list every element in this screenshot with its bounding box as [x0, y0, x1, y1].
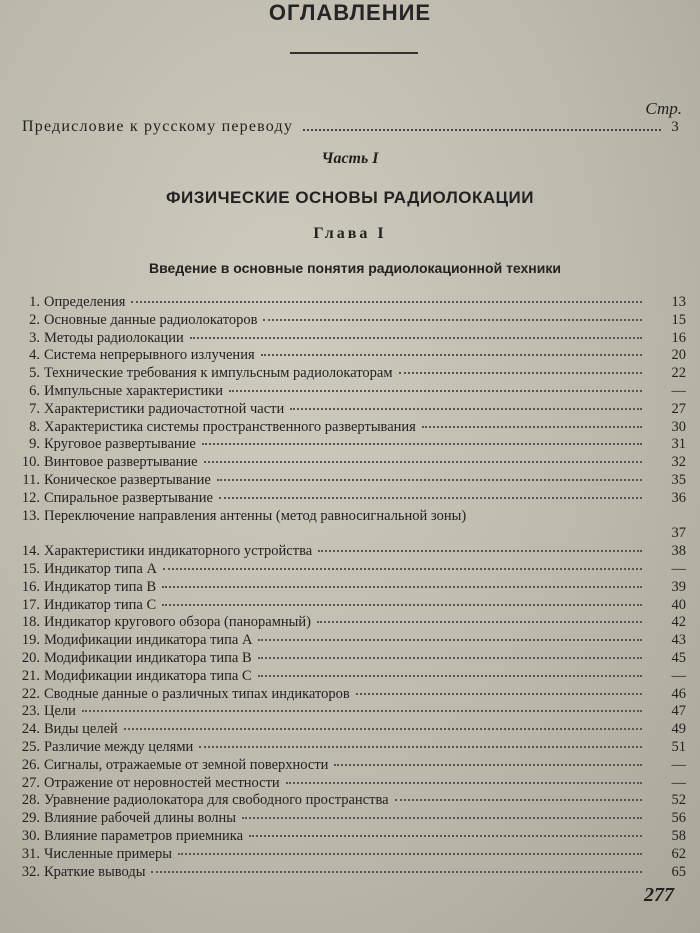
entry-title-line	[44, 597, 646, 615]
entry-title-line	[44, 775, 646, 793]
dot-leader	[258, 657, 642, 659]
entry-number: 13.	[21, 507, 40, 524]
entry-page: 32	[671, 454, 686, 471]
entry-title: Влияние рабочей длины волны	[44, 810, 237, 827]
entry-page: —	[671, 560, 686, 577]
entry-title-line	[44, 579, 646, 597]
entry-page: 37	[671, 525, 686, 542]
entry-number: 23.	[21, 703, 40, 720]
entry-title-line	[44, 686, 646, 704]
entry-title-line	[44, 846, 646, 864]
entry-page: 31	[671, 436, 686, 453]
part-label: Часть I	[321, 150, 379, 167]
entry-page: 22	[671, 365, 686, 382]
entry-title-line	[44, 650, 646, 668]
entry-title: Характеристики радиочастотной части	[44, 400, 285, 417]
entry-page: 16	[671, 329, 686, 346]
dot-leader	[204, 461, 642, 463]
preface-page: 3	[671, 119, 680, 135]
entry-page: —	[671, 774, 686, 791]
entry-title-line	[44, 508, 646, 526]
dot-leader	[202, 443, 642, 445]
toc-entry	[14, 703, 686, 721]
entry-number: 31.	[21, 845, 40, 862]
dot-leader	[395, 799, 642, 801]
dot-leader	[422, 426, 642, 428]
entry-title-line	[44, 792, 646, 810]
entry-title: Характеристики индикаторного устройства	[44, 543, 313, 560]
dot-leader	[356, 693, 642, 695]
dot-leader	[286, 782, 642, 784]
dot-leader	[399, 372, 642, 374]
toc-entry	[14, 294, 686, 312]
entry-number: 11.	[22, 471, 40, 488]
entry-title: Численные примеры	[44, 845, 172, 862]
entry-number: 15.	[21, 560, 40, 577]
entry-title: Отражение от неровностей местности	[44, 774, 280, 791]
toc-entry	[14, 436, 686, 454]
folio-page-number: 277	[644, 884, 674, 906]
entry-number: 20.	[21, 649, 40, 666]
entry-page: 47	[671, 703, 686, 720]
preface-text: Предисловие к русскому переводу	[22, 118, 294, 135]
entry-title-line	[44, 668, 646, 686]
dot-leader	[261, 354, 642, 356]
entry-number: 2.	[29, 311, 40, 328]
dot-leader	[190, 337, 642, 339]
chapter-label: Глава I	[313, 225, 387, 242]
entry-title: Индикатор кругового обзора (панорамный)	[44, 614, 311, 631]
toc-entry	[14, 508, 686, 544]
entry-title-line	[44, 454, 646, 472]
entry-title: Сводные данные о различных типах индикаторов	[44, 685, 350, 702]
entry-title-line	[44, 810, 646, 828]
dot-leader	[258, 675, 642, 677]
toc-entry	[14, 614, 686, 632]
entry-page: 13	[671, 294, 686, 310]
entry-title: Коническое развертывание	[44, 471, 211, 488]
toc-entry	[14, 419, 686, 437]
entry-page: —	[671, 756, 686, 773]
entry-page: 20	[671, 347, 686, 364]
dot-leader	[178, 853, 642, 855]
dot-leader	[151, 871, 642, 873]
toc-entry	[14, 561, 686, 579]
entry-title-line	[44, 330, 646, 348]
entry-number: 21.	[21, 667, 40, 684]
toc-entry	[14, 401, 686, 419]
toc-entry	[14, 775, 686, 793]
entry-number: 19.	[21, 632, 40, 649]
entry-title: Определения	[44, 294, 126, 310]
entry-number: 29.	[21, 810, 40, 827]
toc-entry	[14, 365, 686, 383]
entry-title-line	[44, 614, 646, 632]
dot-leader	[162, 586, 642, 588]
entry-title-line	[44, 864, 646, 882]
entry-number: 1.	[29, 294, 40, 310]
entry-title-line	[44, 294, 646, 312]
entry-title: Виды целей	[44, 721, 118, 738]
entry-page: 58	[671, 827, 686, 844]
toc-entry	[14, 864, 686, 882]
entry-page: 51	[671, 738, 686, 755]
entry-title: Индикатор типа B	[44, 578, 157, 595]
toc-entry	[14, 490, 686, 508]
entry-page: 45	[671, 649, 686, 666]
entry-title-line	[44, 632, 646, 650]
entry-page: 15	[671, 311, 686, 328]
entry-number: 14.	[21, 543, 40, 560]
entry-title: Краткие выводы	[44, 863, 146, 880]
entry-page: 38	[671, 543, 686, 560]
toc-entry	[14, 668, 686, 686]
toc-entry	[14, 472, 686, 490]
entry-title-line	[44, 419, 646, 437]
entry-title: Различие между целями	[44, 738, 194, 755]
entry-title-line	[44, 561, 646, 579]
entry-page: 30	[671, 418, 686, 435]
dot-leader	[131, 301, 642, 303]
entry-title: Цели	[44, 703, 76, 720]
dot-leader	[219, 497, 642, 499]
entry-title: Влияние параметров приемника	[44, 827, 244, 844]
entry-number: 17.	[21, 596, 40, 613]
toc-entry	[14, 846, 686, 864]
dot-leader	[334, 764, 642, 766]
entry-number: 25.	[21, 738, 40, 755]
entry-page: 42	[671, 614, 686, 631]
entry-page: 40	[671, 596, 686, 613]
toc-entry	[14, 757, 686, 775]
dot-leader	[263, 319, 642, 321]
toc-entry	[14, 632, 686, 650]
entry-title-line	[44, 436, 646, 454]
dot-leader	[290, 408, 642, 410]
entry-number: 18.	[21, 614, 40, 631]
entry-number: 27.	[21, 774, 40, 791]
toc-entry	[14, 792, 686, 810]
toc-entry	[14, 739, 686, 757]
toc-entry	[14, 347, 686, 365]
entry-number: 12.	[21, 489, 40, 506]
page-column-label: Стр.	[645, 99, 682, 118]
entry-title-line	[44, 721, 646, 739]
entry-number: 4.	[29, 347, 40, 364]
entry-title: Импульсные характеристики	[44, 382, 224, 399]
dot-leader	[318, 550, 642, 552]
entry-title-line	[44, 383, 646, 401]
entry-number: 3.	[29, 329, 40, 346]
entry-title: Модификации индикатора типа C	[44, 667, 252, 684]
entry-number: 9.	[29, 436, 40, 453]
entry-title-line	[44, 490, 646, 508]
dot-leader	[249, 835, 642, 837]
entry-title: Модификации индикатора типа B	[44, 649, 252, 666]
dot-leader	[199, 746, 642, 748]
entry-page: —	[671, 667, 686, 684]
toc-entry	[14, 828, 686, 846]
entry-title-line	[44, 472, 646, 490]
entry-number: 8.	[29, 418, 40, 435]
entry-title-line	[44, 312, 646, 330]
entry-title-line	[44, 703, 646, 721]
entry-title-line	[44, 347, 646, 365]
entry-page: 36	[671, 489, 686, 506]
dot-leader	[217, 479, 642, 481]
dot-leader	[258, 639, 642, 641]
entry-title: Технические требования к импульсным радиолокаторам	[44, 365, 393, 382]
entry-number: 10.	[21, 454, 40, 471]
entry-title: Индикатор типа A	[44, 560, 157, 577]
entry-page: 65	[671, 863, 686, 880]
chapter-title: Введение в основные понятия радиолокационной техники	[149, 260, 561, 276]
dot-leader	[303, 129, 661, 131]
entry-title: Винтовое развертывание	[44, 454, 198, 471]
entry-number: 7.	[29, 400, 40, 417]
entry-page: 39	[671, 578, 686, 595]
toc-entry	[14, 579, 686, 597]
entry-title: Переключение направления антенны (метод равносигнальной зоны)	[44, 507, 467, 524]
entry-title-line	[44, 757, 646, 775]
toc-list	[14, 294, 686, 881]
toc-entry	[14, 597, 686, 615]
toc-entry	[14, 454, 686, 472]
entry-page: 43	[671, 632, 686, 649]
toc-entry	[14, 330, 686, 348]
dot-leader	[163, 568, 642, 570]
entry-page: 52	[671, 792, 686, 809]
entry-page: 49	[671, 721, 686, 738]
entry-page: 46	[671, 685, 686, 702]
entry-page: 35	[671, 471, 686, 488]
toc-entry	[14, 810, 686, 828]
entry-title-line	[44, 401, 646, 419]
page-title: ОГЛАВЛЕНИЕ	[268, 0, 432, 25]
entry-title-line	[44, 739, 646, 757]
dot-leader	[82, 710, 642, 712]
entry-number: 22.	[21, 685, 40, 702]
toc-entry	[14, 686, 686, 704]
dot-leader	[162, 604, 642, 606]
entry-title: Система непрерывного излучения	[44, 347, 255, 364]
toc-entry	[14, 650, 686, 668]
dot-leader	[124, 728, 642, 730]
entry-title: Сигналы, отражаемые от земной поверхности	[44, 756, 329, 773]
entry-number: 5.	[29, 365, 40, 382]
entry-page: 27	[671, 400, 686, 417]
entry-page: 62	[671, 845, 686, 862]
entry-number: 24.	[21, 721, 40, 738]
entry-number: 30.	[21, 827, 40, 844]
entry-number: 26.	[21, 756, 40, 773]
entry-title: Уравнение радиолокатора для свободного пространства	[44, 792, 389, 809]
entry-page: 56	[671, 810, 686, 827]
dot-leader	[242, 817, 642, 819]
toc-entry	[14, 383, 686, 401]
toc-entry	[14, 312, 686, 330]
entry-title: Индикатор типа C	[44, 596, 157, 613]
toc-entry	[14, 543, 686, 561]
entry-title: Характеристика системы пространственного развертывания	[44, 418, 416, 435]
part-title: ФИЗИЧЕСКИЕ ОСНОВЫ РАДИОЛОКАЦИИ	[166, 188, 534, 207]
entry-title: Методы радиолокации	[44, 329, 184, 346]
title-divider	[290, 52, 418, 54]
entry-number: 16.	[21, 578, 40, 595]
entry-title: Модификации индикатора типа A	[44, 632, 253, 649]
entry-page: —	[671, 382, 686, 399]
entry-number: 32.	[21, 863, 40, 880]
entry-number: 28.	[21, 792, 40, 809]
entry-title-line	[44, 365, 646, 383]
entry-title: Круговое развертывание	[44, 436, 196, 453]
entry-number: 6.	[29, 382, 40, 399]
entry-title: Основные данные радиолокаторов	[44, 311, 258, 328]
dot-leader	[317, 621, 642, 623]
dot-leader	[229, 390, 642, 392]
entry-title-line	[44, 828, 646, 846]
preface-entry	[22, 116, 680, 136]
toc-entry	[14, 721, 686, 739]
entry-title: Спиральное развертывание	[44, 489, 213, 506]
entry-title-line	[44, 543, 646, 561]
